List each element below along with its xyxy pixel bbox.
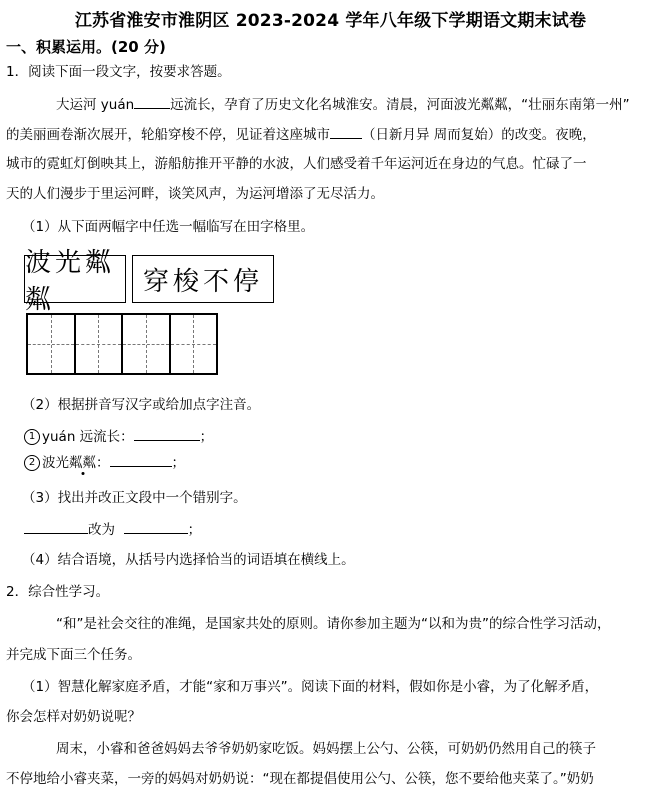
calligraphy-sample-1: 波光粼粼 xyxy=(24,255,126,303)
item-2-answer-blank[interactable] xyxy=(110,452,172,467)
passage-line-1-before: 大运河 yuán xyxy=(56,97,135,113)
page-title: 江苏省淮安市淮阴区 2023-2024 学年八年级下学期语文期末试卷 xyxy=(74,11,587,31)
item-2-end: ； xyxy=(171,455,185,471)
question-2-prompt: 2．综合性学习。 xyxy=(6,584,110,600)
passage-line-4: 天的人们漫步于里运河畔，谈笑风声，为运河增添了无尽活力。 xyxy=(6,186,384,202)
story-line-1: 周末，小睿和爸爸妈妈去爷爷奶奶家吃饭。妈妈摆上公勺、公筷，可奶奶仍然用自己的筷子 xyxy=(56,741,596,757)
subquestion-3: （3）找出并改正文段中一个错别字。 xyxy=(22,490,247,506)
item-2-post: ： xyxy=(96,455,110,471)
subquestion-4: （4）结合语境，从括号内选择恰当的词语填在横线上。 xyxy=(22,552,355,568)
correction-line xyxy=(24,519,201,540)
calligraphy-sample-2: 穿梭不停 xyxy=(132,255,274,303)
subquestion-1: （1）从下面两幅字中任选一幅临写在田字格里。 xyxy=(22,219,315,235)
circled-number-2: 2 xyxy=(24,455,40,471)
passage-line-1-after: 远流长，孕育了历史文化名城淮安。清晨，河面波光粼粼，“壮丽东南第一州” xyxy=(170,97,630,113)
passage-line-3: 城市的霓虹灯倒映其上，游船舫推开平静的水波，人们感受着千年运河近在身边的气息。忙碌了一 xyxy=(6,156,587,172)
grid-cell[interactable] xyxy=(123,315,171,373)
passage-line-2-before: 的美丽画卷渐次展开，轮船穿梭不停，见证着这座城市 xyxy=(6,127,330,143)
q2-intro-line-2: 并完成下面三个任务。 xyxy=(6,647,141,663)
grid-cell[interactable] xyxy=(28,315,76,373)
item-1 xyxy=(24,426,213,447)
task-1-line-1: （1）智慧化解家庭矛盾，才能“家和万事兴”。阅读下面的材料，假如你是小睿，为了化解矛盾， xyxy=(22,679,599,695)
correction-end: ； xyxy=(187,522,202,538)
wrong-char-blank[interactable] xyxy=(24,519,88,534)
item-1-end: ； xyxy=(199,429,214,445)
circled-number-1: 1 xyxy=(24,429,40,445)
question-1-prompt: 1．阅读下面一段文字，按要求答题。 xyxy=(6,64,231,80)
item-2 xyxy=(24,452,185,473)
pinyin-blank[interactable] xyxy=(134,94,170,109)
passage-line-2 xyxy=(6,124,596,145)
word-choice-blank[interactable] xyxy=(330,124,362,139)
passage-line-2-after: （日新月异 周而复始）的改变。夜晚， xyxy=(362,127,596,143)
item-2-pre: 波光 xyxy=(42,455,69,471)
subquestion-2: （2）根据拼音写汉字或给加点字注音。 xyxy=(22,397,261,413)
story-line-2: 不停地给小睿夹菜，一旁的妈妈对奶奶说：“现在都提倡使用公勺、公筷，您不要给他夹菜了。”奶奶 xyxy=(6,771,594,787)
correction-mid: 改为 xyxy=(88,522,115,538)
item-1-answer-blank[interactable] xyxy=(134,426,200,441)
passage-line-1 xyxy=(56,94,630,115)
tianzige-grid[interactable] xyxy=(26,313,218,375)
grid-cell[interactable] xyxy=(76,315,124,373)
grid-cell[interactable] xyxy=(171,315,217,373)
correct-char-blank[interactable] xyxy=(124,519,188,534)
item-1-label: yuán 远流长： xyxy=(42,429,134,445)
q2-intro-line-1: “和”是社会交往的准绳，是国家共处的原则。请你参加主题为“以和为贵”的综合性学习活动， xyxy=(56,616,611,632)
task-1-line-2: 你会怎样对奶奶说呢？ xyxy=(6,709,141,725)
section-heading: 一、积累运用。(20 分) xyxy=(6,38,166,56)
dotted-characters: 粼粼 xyxy=(69,455,96,471)
